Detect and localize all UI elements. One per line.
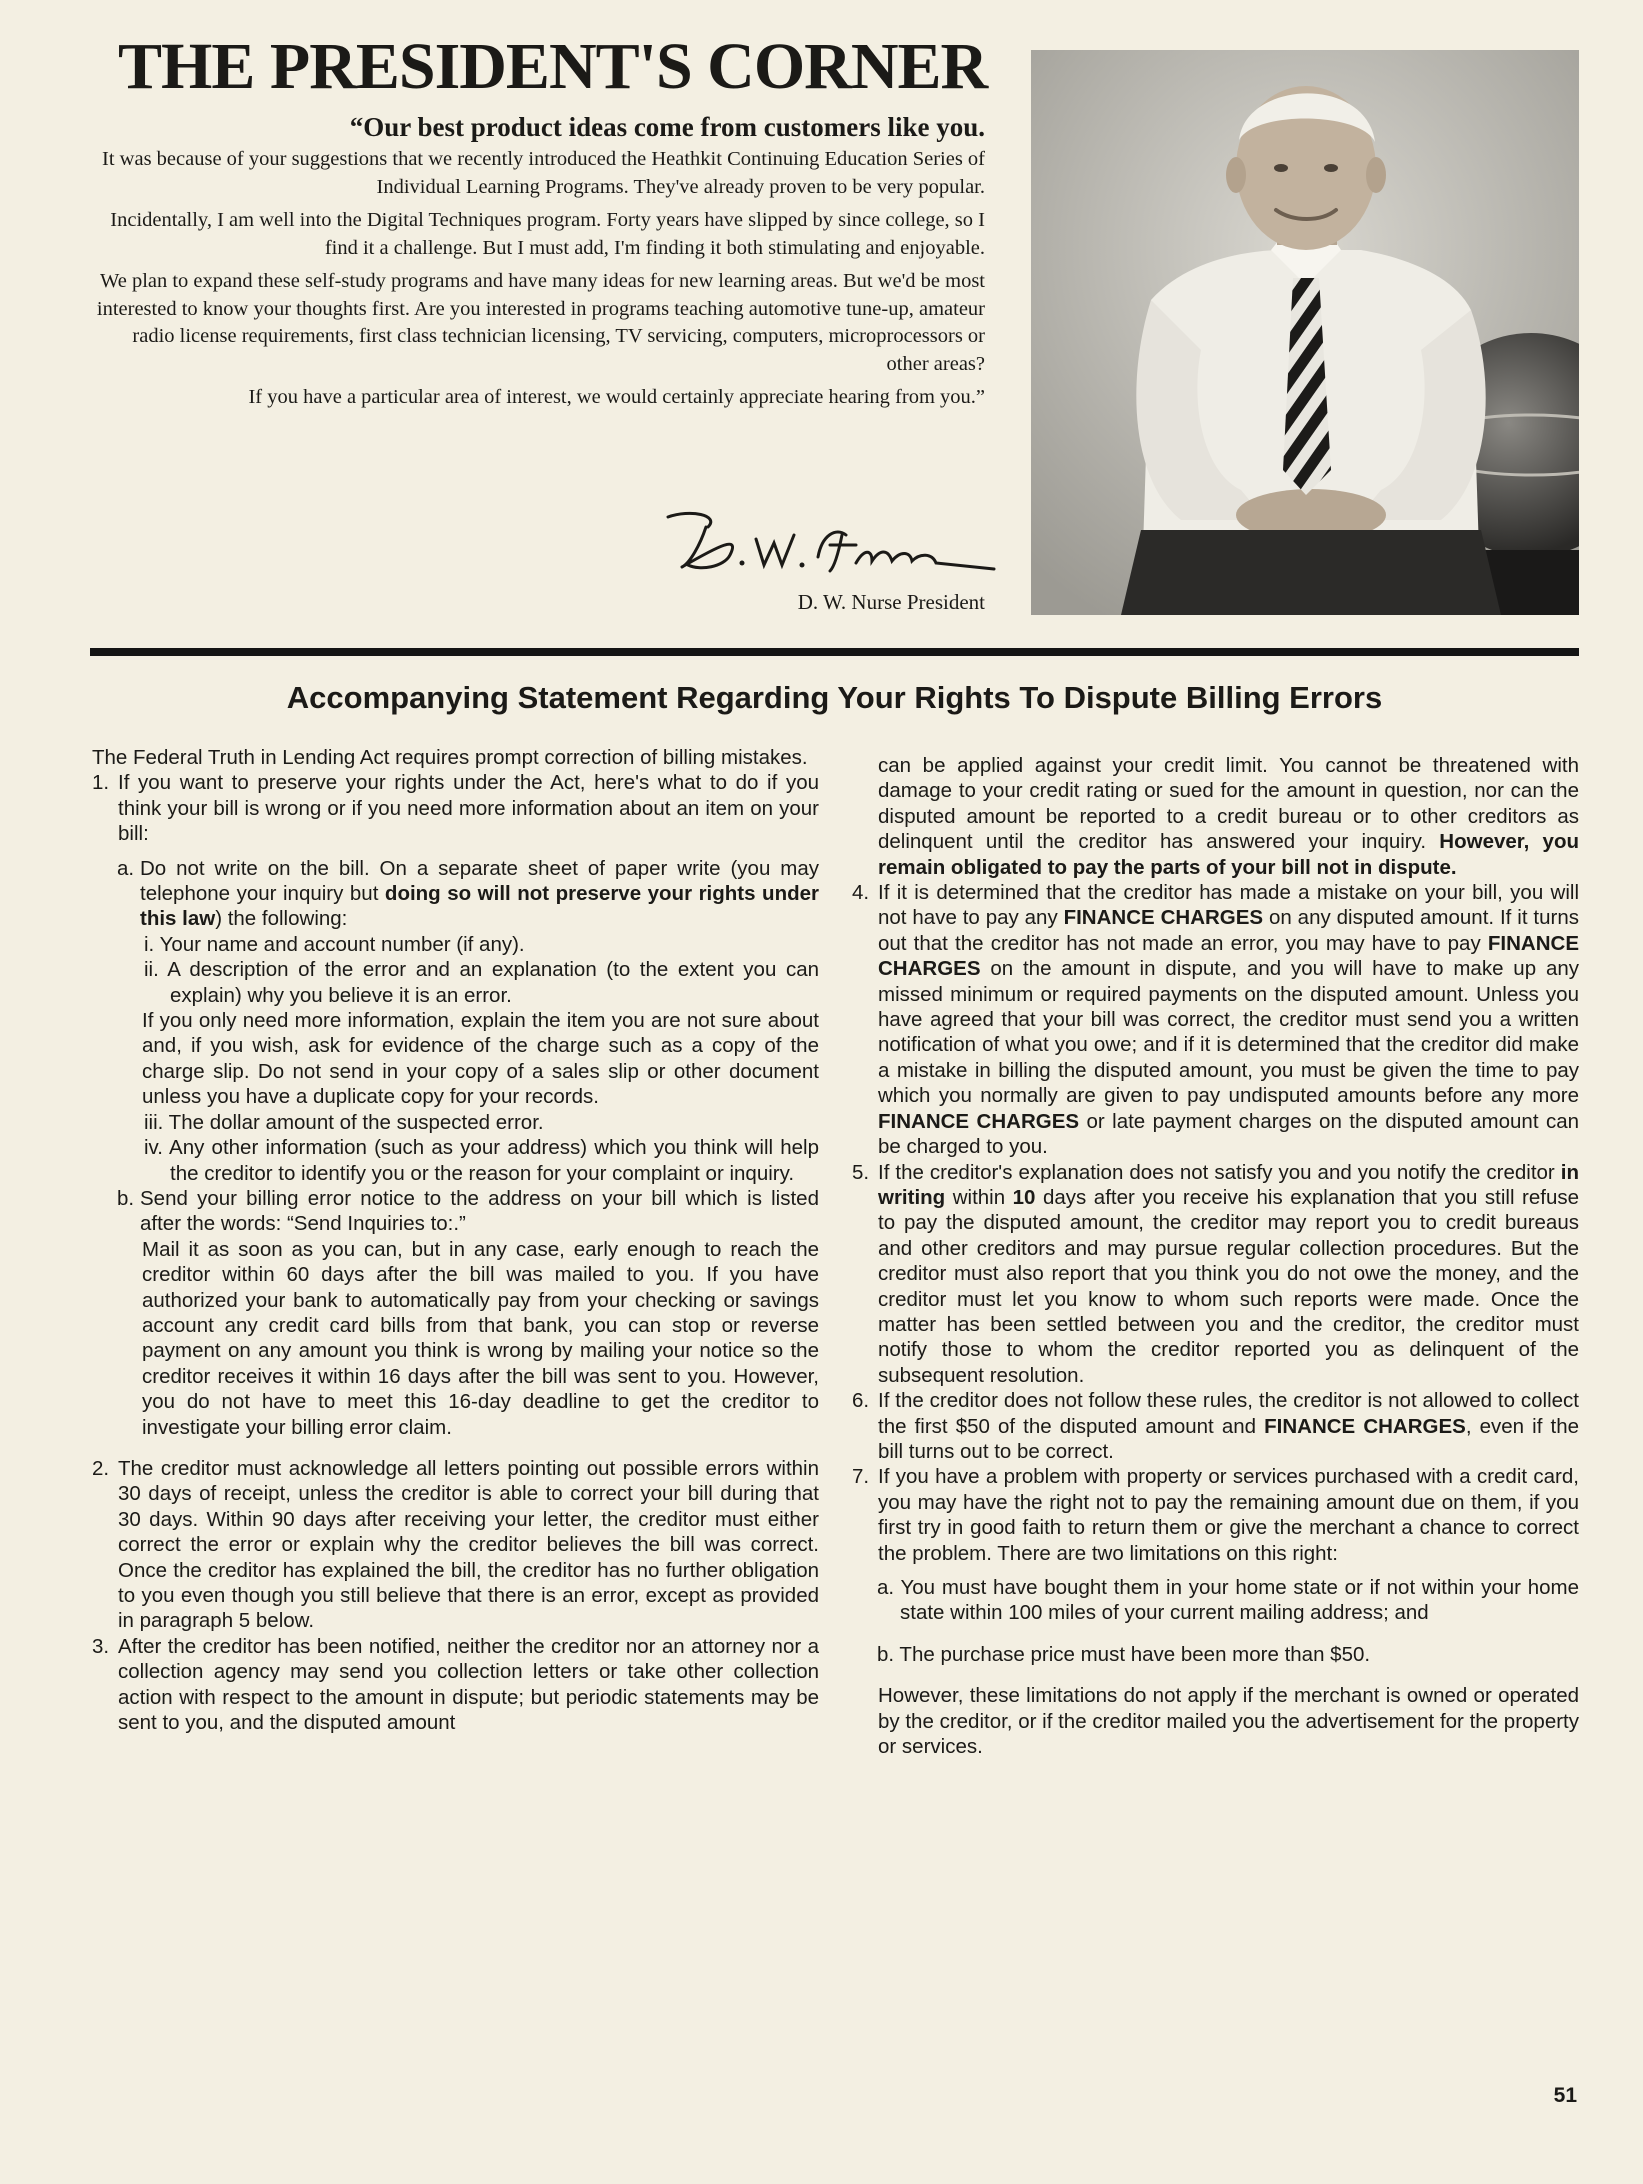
quote-paragraph: It was because of your suggestions that we recently introduced the Heathkit Continuing Education Series of Individual Learning Programs. They've already proven to be very popular. — [102, 148, 985, 198]
list-item-1b-note: Mail it as soon as you can, but in any case, early enough to reach the creditor within 60 days after the bill was mailed to you. If you have authorized your bank to automatically pay from your checking or savings account any credit card bills from that bank, you can stop or reverse payment on any amount you think is wrong by mailing your notice so the creditor receives it within 16 days after the bill was sent to you. However, you do not have to meet this 16-day deadline to get the creditor to investigate your billing error claim. — [142, 1237, 819, 1439]
signature-image — [660, 505, 1000, 585]
list-item-1a-iii: iii. The dollar amount of the suspected error. — [144, 1110, 544, 1134]
list-item-1: 1. If you want to preserve your rights under the Act, here's what to do if you think your bill is wrong or if you need more information about an item on your bill: — [92, 771, 819, 846]
quote-paragraph: We plan to expand these self-study programs and have many ideas for new learning areas. But we'd be most interested to know your thoughts first. Are you interested in programs teaching automotive tune-up, amateur radio license requirements, first class technician licensing, TV servicing, computers, microprocessors or other areas? — [96, 270, 985, 375]
list-item-2: 2. The creditor must acknowledge all letters pointing out possible errors within 30 days of receipt, unless the creditor is able to correct your bill during that 30 days. Within 90 days after receiving your letter, the creditor must either correct the error or explain why the creditor believes the bill was correct. Once the creditor has explained the bill, the creditor has no further obligation to you even though you still believe that there is an error, except as provided in paragraph 5 below. — [92, 1456, 819, 1633]
quote-lead: “Our best product ideas come from customers like you. — [349, 112, 985, 142]
list-item-1a: a. Do not write on the bill. On a separate sheet of paper write (you may telephone your inquiry but doing so will not preserve your rights under this law) the following: — [117, 856, 819, 931]
list-item-3: 3. After the creditor has been notified, neither the creditor nor an attorney nor a collection agency may send you collection letters or take other collection action with respect to the amount in dispute; but periodic statements may be sent to you, and the disputed amount — [92, 1634, 819, 1735]
list-item-4: 4. If it is determined that the creditor has made a mistake on your bill, you will not have to pay any FINANCE CHARGES on any disputed amount. If it turns out that the creditor has not made an error, you may have to pay FINANCE CHARGES on the amount in dispute, and you will have to make up any missed minimum or required payments on the disputed amount. Unless you have agreed that your bill was correct, the creditor must send you a written notification of what you owe; and if it is determined that the creditor did make a mistake in billing the disputed amount, you must be given the time to pay which you normally are given to pay undisputed amounts before any more FINANCE CHARGES or late payment charges on the disputed amount can be charged to you. — [852, 881, 1579, 1159]
statement-title: Accompanying Statement Regarding Your Rights To Dispute Billing Errors — [286, 680, 1383, 715]
president-quote — [90, 110, 985, 418]
page-number: 51 — [1553, 2084, 1577, 2107]
quote-paragraph: Incidentally, I am well into the Digital Techniques program. Forty years have slipped by since college, so I find it a challenge. But I must add, I'm finding it both stimulating and enjoyable. — [110, 209, 985, 259]
page-title: THE PRESIDENT'S CORNER — [118, 30, 988, 103]
list-item-7-closing: However, these limitations do not apply if the merchant is owned or operated by the creditor, or if the creditor mailed you the advertisement for the property or services. — [878, 1684, 1579, 1759]
list-item-6: 6. If the creditor does not follow these rules, the creditor is not allowed to collect the first $50 of the disputed amount and FINANCE CHARGES, even if the bill turns out to be correct. — [852, 1389, 1580, 1463]
list-item-7b: b. The purchase price must have been more than $50. — [877, 1642, 1371, 1666]
list-item-7a: a. You must have bought them in your home state or if not within your home state within 100 miles of your current mailing address; and — [877, 1576, 1579, 1625]
list-item-1a-i: i. Your name and account number (if any). — [144, 932, 525, 956]
list-item-3-continued: can be applied against your credit limit. You cannot be threatened with damage to your credit rating or sued for the amount in question, nor can the disputed amount be reported to a credit bureau or to other creditors as delinquent until the creditor has answered your inquiry. However, you remain obligated to pay the parts of your bill not in dispute. — [878, 754, 1579, 879]
list-item-1a-iv: iv. Any other information (such as your address) which you think will help the creditor to identify you or the reason for your complaint or inquiry. — [144, 1136, 819, 1185]
list-item-1a-note: If you only need more information, explain the item you are not sure about and, if you wish, ask for evidence of the charge such as a copy of the charge slip. Do not send in your copy of a sales slip or other document unless you have a duplicate copy for your records. — [142, 1009, 819, 1109]
section-divider — [90, 648, 1579, 656]
statement-right-column — [852, 753, 1579, 1759]
statement-intro: The Federal Truth in Lending Act requires prompt correction of billing mistakes. — [92, 746, 808, 769]
list-item-1b: b. Send your billing error notice to the address on your bill which is listed after the words: “Send Inquiries to:.” — [117, 1186, 819, 1236]
list-item-7: 7. If you have a problem with property or services purchased with a credit card, you may have the right not to pay the remaining amount due on them, if you first try in good faith to return them or give the merchant a chance to correct the problem. There are two limitations on this right: — [852, 1465, 1579, 1565]
president-portrait-image — [1031, 50, 1579, 615]
signer-name: D. W. Nurse President — [797, 590, 985, 614]
statement-left-column — [92, 745, 819, 1735]
list-item-5: 5. If the creditor's explanation does not satisfy you and you notify the creditor in writing within 10 days after you receive his explanation that you still refuse to pay the disputed amount, the creditor may report you to credit bureaus and other creditors and may pursue regular collection procedures. But the creditor must also report that you think you do not owe the money, and the creditor must let you know to whom such reports were made. Once the matter has been settled between you and the creditor, the creditor must notify those to whom the creditor reported you as delinquent of the subsequent resolution. — [852, 1160, 1579, 1387]
quote-paragraph: If you have a particular area of interest, we would certainly appreciate hearing from you.” — [248, 386, 985, 408]
list-item-1a-ii: ii. A description of the error and an explanation (to the extent you can explain) why you believe it is an error. — [144, 958, 819, 1007]
